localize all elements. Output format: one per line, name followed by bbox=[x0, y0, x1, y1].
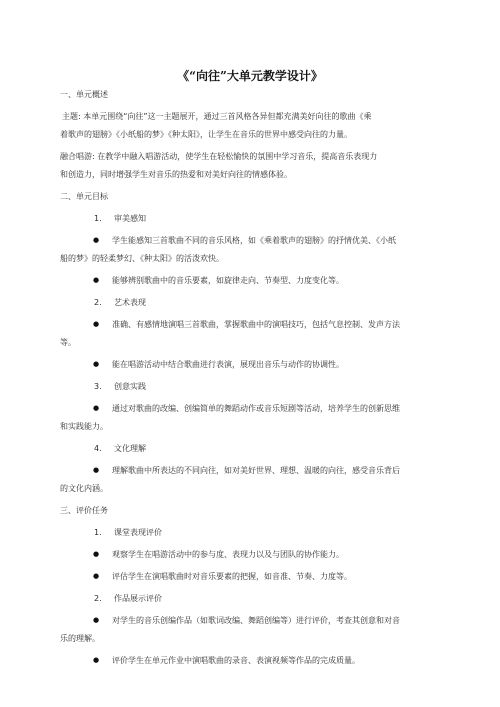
list-number: 1. bbox=[94, 528, 102, 537]
bullet-icon: ● bbox=[93, 550, 100, 558]
goal-item-line: 通过对歌曲的改编、创编简单的舞蹈动作或音乐短剧等活动，培养学生的创新思维 bbox=[112, 404, 400, 413]
bullet-icon: ● bbox=[93, 572, 100, 580]
bullet-icon: ● bbox=[93, 320, 100, 328]
bullet-icon: ● bbox=[93, 616, 100, 624]
goal-item-line: 能在唱游活动中结合歌曲进行表演，展现出音乐与动作的协调性。 bbox=[112, 360, 344, 369]
goal-item-line: 的文化内涵。 bbox=[60, 484, 108, 493]
goal-title-expression: 艺术表现 bbox=[114, 298, 146, 307]
list-number: 4. bbox=[94, 444, 102, 453]
paragraph-fusion-line-2: 和创造力，同时增强学生对音乐的热爱和对美好向往的情感体验。 bbox=[60, 170, 292, 179]
list-number: 3. bbox=[94, 382, 102, 391]
list-number: 2. bbox=[94, 298, 102, 307]
goal-item-line: 准确、有感情地演唱三首歌曲，掌握歌曲中的演唱技巧，包括气息控制、发声方法 bbox=[112, 320, 400, 329]
evaluation-title-works: 作品展示评价 bbox=[114, 594, 162, 603]
goal-title-creative: 创意实践 bbox=[114, 382, 146, 391]
evaluation-item-line: 乐的理解。 bbox=[60, 634, 100, 643]
goal-item-line: 学生能感知三首歌曲不同的音乐风格，如《乘着歌声的翅膀》的抒情优美、《小纸 bbox=[112, 236, 396, 245]
goal-item-line: 能够辨别歌曲中的音乐要素，如旋律走向、节奏型、力度变化等。 bbox=[112, 276, 344, 285]
section-heading-overview: 一、单元概述 bbox=[60, 90, 108, 99]
goal-item-line: 船的梦》的轻柔梦幻、《种太阳》的活泼欢快。 bbox=[60, 254, 224, 263]
bullet-icon: ● bbox=[93, 276, 100, 284]
goal-title-aesthetic: 审美感知 bbox=[114, 214, 146, 223]
document-title: 《“向往”大单元教学设计》 bbox=[177, 69, 323, 83]
goal-item-line: 理解歌曲中所表达的不同向往，如对美好世界、理想、温暖的向往，感受音乐背后 bbox=[112, 466, 400, 475]
section-heading-goals: 二、单元目标 bbox=[60, 192, 108, 201]
bullet-icon: ● bbox=[93, 236, 100, 244]
goal-title-culture: 文化理解 bbox=[114, 444, 146, 453]
goal-item-line: 和实践能力。 bbox=[60, 422, 108, 431]
evaluation-item-line: 对学生的音乐创编作品（如歌词改编、舞蹈创编等）进行评价，考查其创意和对音 bbox=[112, 616, 400, 625]
list-number: 2. bbox=[94, 594, 102, 603]
bullet-icon: ● bbox=[93, 404, 100, 412]
section-heading-evaluation: 三、评价任务 bbox=[60, 506, 108, 515]
evaluation-item-line: 评价学生在单元作业中演唱歌曲的录音、表演视频等作品的完成质量。 bbox=[112, 656, 360, 665]
evaluation-item-line: 评估学生在演唱歌曲时对音乐要素的把握，如音准、节奏、力度等。 bbox=[112, 572, 352, 581]
bullet-icon: ● bbox=[93, 656, 100, 664]
evaluation-title-classroom: 课堂表现评价 bbox=[114, 528, 162, 537]
goal-item-line: 等。 bbox=[60, 338, 76, 347]
bullet-icon: ● bbox=[93, 360, 100, 368]
paragraph-theme-line-1: 主题: 本单元围绕“向往”这一主题展开，通过三首风格各异但都充满美好向往的歌曲《乘 bbox=[62, 112, 372, 121]
list-number: 1. bbox=[94, 214, 102, 223]
bullet-icon: ● bbox=[93, 466, 100, 474]
paragraph-theme-line-2: 着歌声的翅膀》《小纸船的梦》《种太阳》，让学生在音乐的世界中感受向往的力量。 bbox=[60, 130, 352, 139]
evaluation-item-line: 观察学生在唱游活动中的参与度、表现力以及与团队的协作能力。 bbox=[112, 550, 344, 559]
paragraph-fusion-line-1: 融合唱游: 在教学中融入唱游活动，使学生在轻松愉快的氛围中学习音乐，提高音乐表现力 bbox=[60, 152, 378, 161]
